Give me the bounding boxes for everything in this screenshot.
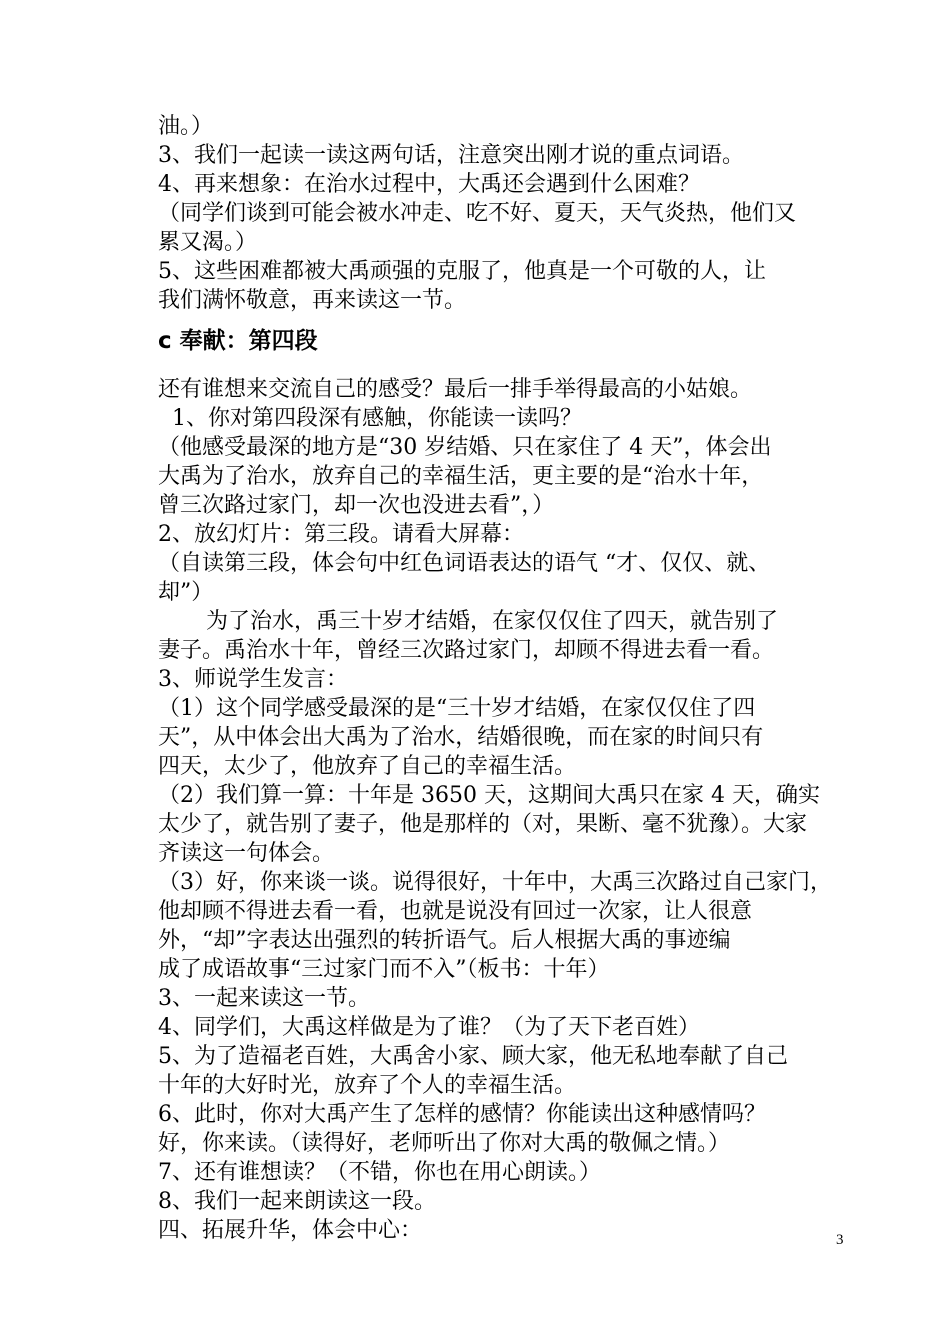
text-line: 却”）: [158, 580, 214, 605]
text-line: （3）好，你来谈一谈。说得很好，十年中，大禹三次路过自己家门，: [158, 870, 832, 895]
text-line: （同学们谈到可能会被水冲走、吃不好、夏天，天气炎热，他们又: [158, 201, 797, 226]
text-line: 四、拓展升华，体会中心：: [158, 1218, 423, 1243]
text-line: 齐读这一句体会。: [158, 841, 335, 866]
text-line: 3、我们一起读一读这两句话，注意突出刚才说的重点词语。: [158, 143, 744, 168]
text-line: 四天，太少了，他放弃了自己的幸福生活。: [158, 754, 577, 779]
text-line: 成了成语故事“三过家门而不入”（板书：十年）: [158, 957, 610, 982]
text-line: （自读第三段，体会句中红色词语表达的语气 “才、仅仅、就、: [158, 551, 771, 576]
text-line: 他却顾不得进去看一看，也就是说没有回过一次家，让人很意: [158, 899, 753, 924]
text-line: 还有谁想来交流自己的感受？最后一排手举得最高的小姑娘。: [158, 377, 753, 402]
text-line: 累又渴。）: [158, 230, 258, 255]
top-section: [158, 112, 858, 315]
text-line: 1、你对第四段深有感触，你能读一读吗？: [172, 406, 582, 431]
text-line: 曾三次路过家门，却一次也没进去看”，）: [158, 493, 555, 518]
text-line: （他感受最深的地方是“30 岁结婚、只在家住了 4 天”，体会出: [158, 435, 772, 460]
page-number: 3: [836, 1232, 844, 1248]
text-line: 8、我们一起来朗读这一段。: [158, 1189, 436, 1214]
text-line: 4、再来想象：在治水过程中，大禹还会遇到什么困难？: [158, 172, 700, 197]
text-line: 7、还有谁想读？（不错，你也在用心朗读。）: [158, 1160, 601, 1185]
text-line: 我们满怀敬意，再来读这一节。: [158, 288, 467, 313]
text-line: 太少了，就告别了妻子，他是那样的（对，果断、毫不犹豫）。大家: [158, 812, 808, 837]
text-line: 天”，从中体会出大禹为了治水，结婚很晚，而在家的时间只有: [158, 725, 764, 750]
text-line: 5、这些困难都被大禹顽强的克服了，他真是一个可敬的人，让: [158, 259, 766, 284]
text-line: 好，你来读。（读得好，老师听出了你对大禹的敬佩之情。）: [158, 1131, 731, 1156]
section-heading: c 奉献：第四段: [158, 328, 318, 354]
text-line: （2）我们算一算：十年是 3650 天，这期间大禹只在家 4 天，确实: [158, 783, 820, 808]
text-line: 十年的大好时光，放弃了个人的幸福生活。: [158, 1073, 577, 1098]
text-line: 油。）: [158, 114, 214, 139]
page-content: [158, 112, 858, 1245]
text-line: 4、同学们，大禹这样做是为了谁？（为了天下老百姓）: [158, 1015, 700, 1040]
text-line: 3、师说学生发言：: [158, 667, 348, 692]
text-line: 2、放幻灯片：第三段。请看大屏幕：: [158, 522, 524, 547]
text-line: 6、此时，你对大禹产生了怎样的感情？你能读出这种感情吗？: [158, 1102, 766, 1127]
quoted-passage-line: 为了治水，禹三十岁才结婚，在家仅仅住了四天，就告别了: [206, 609, 779, 634]
text-line: （1）这个同学感受最深的是“三十岁才结婚，在家仅仅住了四: [158, 696, 756, 721]
text-line: 5、为了造福老百姓，大禹舍小家、顾大家，他无私地奉献了自己: [158, 1044, 788, 1069]
quoted-passage-line: 妻子。禹治水十年，曾经三次路过家门，却顾不得进去看一看。: [158, 638, 775, 663]
text-line: 3、一起来读这一节。: [158, 986, 370, 1011]
text-line: 外，“却”字表达出强烈的转折语气。后人根据大禹的事迹编: [158, 928, 731, 953]
main-section: [158, 375, 858, 1245]
text-line: 大禹为了治水，放弃自己的幸福生活，更主要的是“治水十年，: [158, 464, 764, 489]
